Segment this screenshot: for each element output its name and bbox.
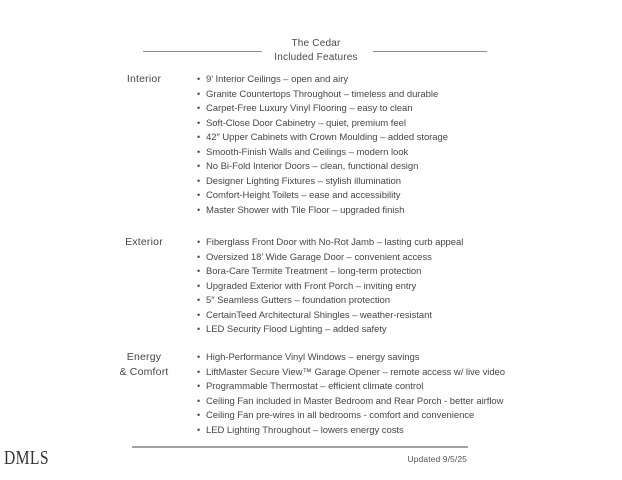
bullet-icon: • <box>197 309 201 320</box>
feature-item <box>197 308 463 323</box>
bullet-icon: • <box>197 280 201 291</box>
feature-item <box>197 235 463 250</box>
feature-item <box>197 365 505 380</box>
section-label-line: Exterior <box>125 236 163 248</box>
feature-item <box>197 264 463 279</box>
feature-item <box>197 145 448 160</box>
feature-text: Fiberglass Front Door with No-Rot Jamb – lasting curb appeal <box>206 237 464 248</box>
bullet-icon: • <box>197 204 201 215</box>
bullet-icon: • <box>197 381 201 392</box>
feature-text: Ceiling Fan included in Master Bedroom and Rear Porch - better airflow <box>206 395 504 407</box>
bullet-icon: • <box>197 74 201 84</box>
feature-text: Oversized 18’ Wide Garage Door – convenient access <box>206 251 432 263</box>
footer-line <box>132 446 468 448</box>
feature-item <box>197 159 448 174</box>
feature-item <box>197 279 463 294</box>
bullet-icon: • <box>197 146 201 157</box>
bullet-icon: • <box>197 103 201 114</box>
bullet-icon: • <box>197 251 201 262</box>
feature-list-energy-comfort <box>197 350 505 437</box>
feature-item <box>197 130 448 145</box>
bullet-icon: • <box>197 395 201 406</box>
feature-item <box>197 87 448 102</box>
page-subtitle: Included Features <box>274 51 358 63</box>
bullet-icon: • <box>197 161 201 172</box>
header-right-line <box>373 51 487 52</box>
feature-text: CertainTeed Architectural Shingles – weather-resistant <box>206 309 432 321</box>
feature-text: 9’ Interior Ceilings – open and airy <box>206 74 349 85</box>
feature-list-interior <box>197 72 448 217</box>
feature-text: Carpet-Free Luxury Vinyl Flooring – easy to clean <box>206 103 413 115</box>
section-label-line: & Comfort <box>119 365 169 378</box>
feature-item <box>197 250 463 265</box>
bullet-icon: • <box>197 237 201 247</box>
section-label-interior <box>98 72 190 87</box>
feature-item <box>197 188 448 203</box>
feature-text: LED Security Flood Lighting – added safety <box>206 324 387 336</box>
bullet-icon: • <box>197 366 201 377</box>
feature-text: Programmable Thermostat – efficient climate control <box>206 381 424 393</box>
feature-item <box>197 174 448 189</box>
section-label-exterior <box>98 235 190 250</box>
feature-item <box>197 322 463 337</box>
feature-item <box>197 203 448 218</box>
feature-text: Soft-Close Door Cabinetry – quiet, premium feel <box>206 117 406 129</box>
updated-date: Updated 9/5/25 <box>407 454 467 464</box>
feature-item <box>197 350 505 365</box>
section-label-line: Interior <box>126 73 162 85</box>
feature-text: Comfort-Height Toilets – ease and accessibility <box>206 190 401 202</box>
bullet-icon: • <box>197 117 201 128</box>
bullet-icon: • <box>197 324 201 335</box>
feature-list-exterior <box>197 235 463 337</box>
feature-item <box>197 101 448 116</box>
feature-item <box>197 72 448 87</box>
dmls-watermark: DMLS <box>4 447 49 469</box>
section-label-line: Energy <box>126 351 162 363</box>
feature-text: LED Lighting Throughout – lowers energy costs <box>206 424 404 436</box>
feature-item <box>197 408 505 423</box>
feature-item <box>197 116 448 131</box>
bullet-icon: • <box>197 424 201 435</box>
feature-item <box>197 293 463 308</box>
page-title: The Cedar <box>291 38 341 49</box>
bullet-icon: • <box>197 132 201 143</box>
feature-text: No Bi-Fold Interior Doors – clean, functional design <box>206 161 419 173</box>
bullet-icon: • <box>197 175 201 186</box>
feature-text: Master Shower with Tile Floor – upgraded finish <box>206 204 405 216</box>
feature-text: Smooth-Finish Walls and Ceilings – modern look <box>206 146 409 158</box>
feature-text: Bora-Care Termite Treatment – long-term protection <box>206 266 422 278</box>
feature-text: Granite Countertops Throughout – timeless and durable <box>206 88 439 100</box>
bullet-icon: • <box>197 295 201 306</box>
bullet-icon: • <box>197 88 201 99</box>
feature-item <box>197 423 505 438</box>
feature-text: Designer Lighting Fixtures – stylish illumination <box>206 175 402 187</box>
feature-text: 42″ Upper Cabinets with Crown Moulding – added storage <box>206 132 448 144</box>
bullet-icon: • <box>197 190 201 201</box>
feature-text: LiftMaster Secure View™ Garage Opener – remote access w/ live video <box>206 366 506 378</box>
feature-item <box>197 394 505 409</box>
feature-text: Upgraded Exterior with Front Porch – inviting entry <box>206 280 417 292</box>
bullet-icon: • <box>197 352 201 362</box>
feature-text: 5″ Seamless Gutters – foundation protection <box>206 295 390 307</box>
feature-item <box>197 379 505 394</box>
section-label-energy-comfort <box>98 350 190 379</box>
feature-text: High-Performance Vinyl Windows – energy savings <box>206 352 420 363</box>
bullet-icon: • <box>197 266 201 277</box>
feature-text: Ceiling Fan pre-wires in all bedrooms - comfort and convenience <box>206 410 475 422</box>
bullet-icon: • <box>197 410 201 421</box>
